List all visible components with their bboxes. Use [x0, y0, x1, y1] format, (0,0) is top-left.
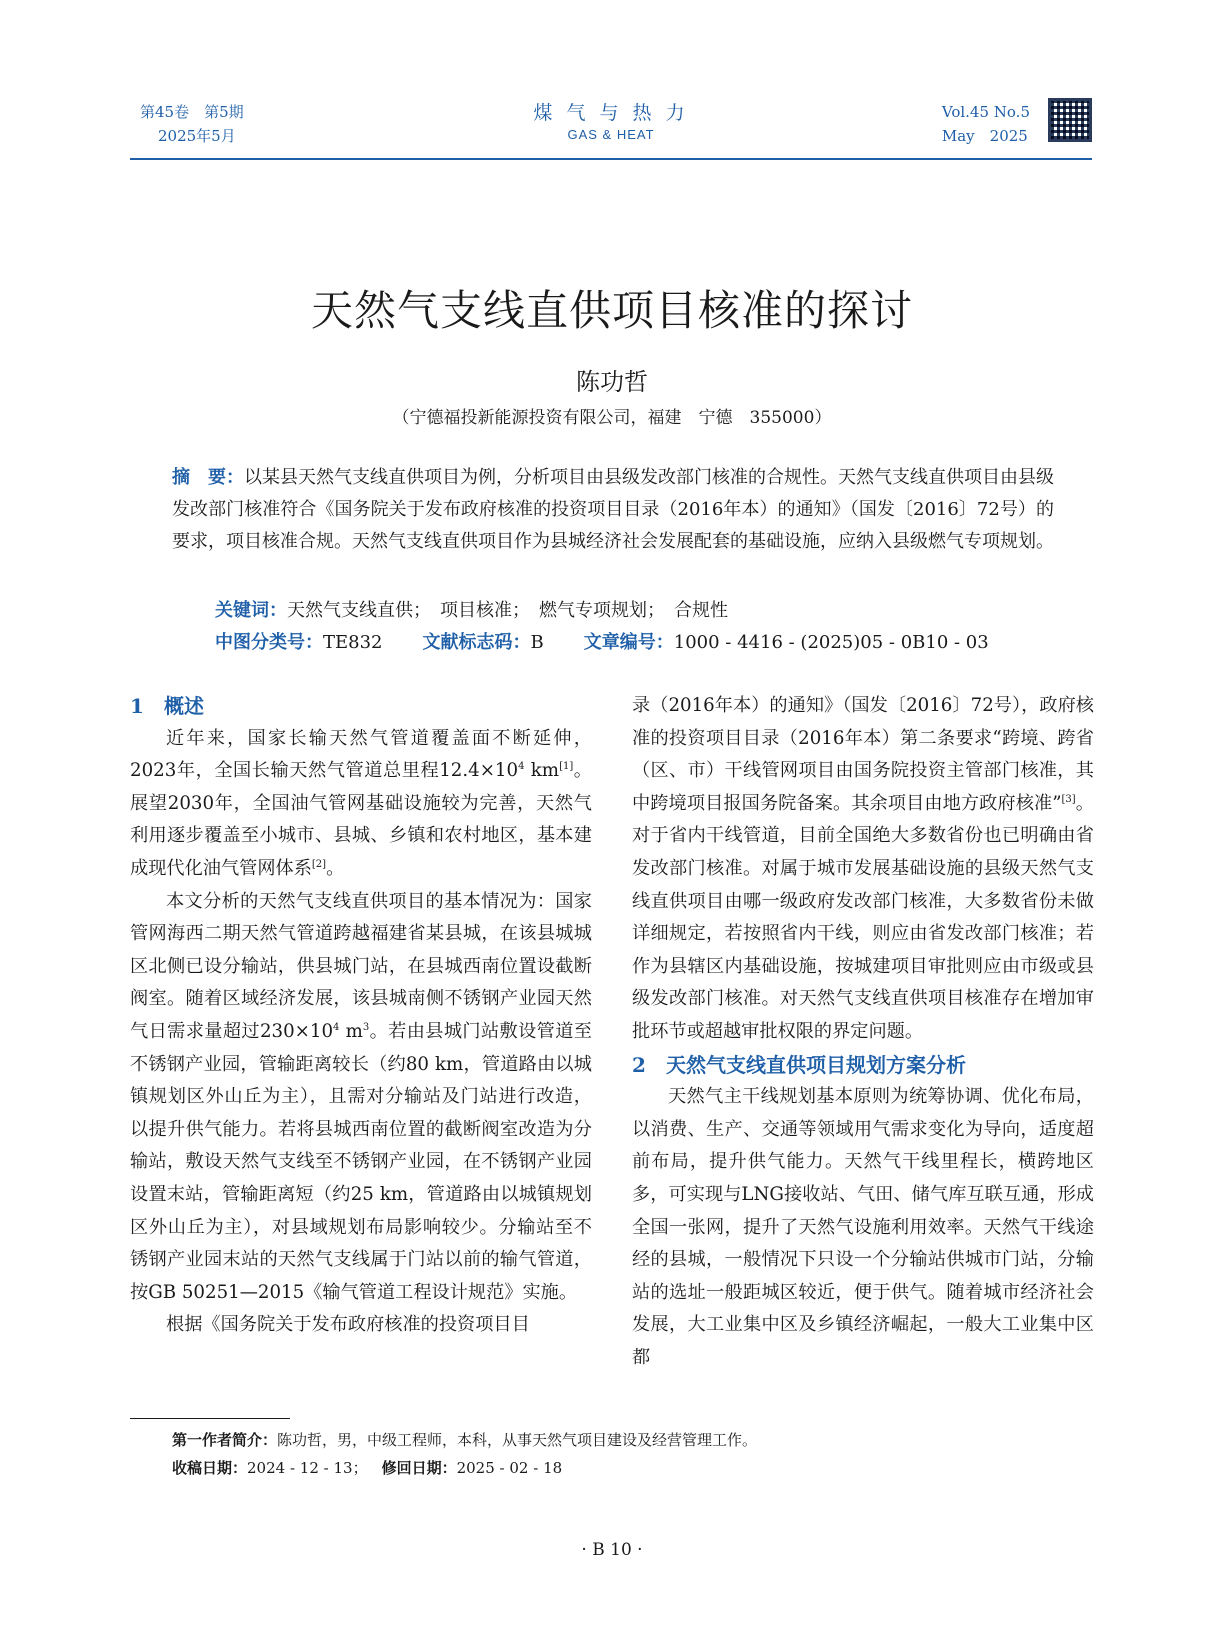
page-number: · B 10 · — [581, 1540, 643, 1560]
text-run: km — [524, 760, 560, 782]
keywords — [215, 595, 728, 627]
section-heading-1 — [130, 690, 592, 723]
paragraph — [130, 886, 592, 1310]
revised-label: 修回日期： — [381, 1459, 457, 1477]
issue-date: 2025年5月 — [158, 127, 236, 145]
author-name: 陈功哲 — [576, 368, 648, 396]
clc-value: TE832 — [323, 632, 383, 653]
text-run: 根据《国务院关于发布政府核准的投资项目目 — [166, 1314, 530, 1336]
keywords-text: 天然气支线直供； 项目核准； 燃气专项规划； 合规性 — [287, 600, 728, 621]
volume-issue-en: Vol.45 No.5 — [941, 103, 1030, 121]
article-no-label: 文章编号： — [583, 632, 674, 653]
article-no-value: 1000 - 4416 - (2025)05 - 0B10 - 03 — [673, 632, 989, 653]
abstract-text: 以某县天然气支线直供项目为例，分析项目由县级发改部门核准的合规性。天然气支线直供项目由县级发改部门核准符合《国务院关于发布政府核准的投资项目目录（2016年本）的通知》（国发〔2016〕72号）的要求，项目核准合规。天然气支线直供项目作为县城经济社会发展配套的基础设施，应纳入县级燃气专项规划。 — [172, 467, 1054, 552]
keywords-label: 关键词： — [215, 600, 287, 621]
text-run: m — [339, 1020, 363, 1042]
paragraph — [130, 723, 592, 886]
text-run: 。对于省内干线管道，目前全国绝大多数省份也已明确由省发改部门核准。对属于城市发展基础设施的县级天然气支线直供项目由哪一级政府发改部门核准，大多数省份未做详细规定，若按照省内干线，则应由省发改部门核准；若作为县辖区内基础设施，按城建项目审批则应由市级或县级发改部门核准。对天然气支线直供项目核准存在增加审批环节或超越审批权限的界定问题。 — [632, 792, 1094, 1042]
journal-name-cn: 煤 气 与 热 力 — [533, 102, 689, 124]
paper-title: 天然气支线直供项目核准的探讨 — [310, 286, 913, 335]
received-date: 2024 - 12 - 13； — [247, 1459, 368, 1477]
classification-line — [215, 627, 989, 659]
text-run: 本文分析的天然气支线直供项目的基本情况为：国家管网海西二期天然气管道跨越福建省某县城，在该县城城区北侧已设分输站，供县城门站，在县城西南位置设截断阀室。随着区域经济发展，该县城南侧不锈钢产业园天然气日需求量超过230×10 — [130, 890, 592, 1042]
doc-code-label: 文献标志码： — [422, 632, 531, 653]
text-run: 。若由县城门站敷设管道至不锈钢产业园，管输距离较长（约80 km，管道路由以城镇规划区外山丘为主），且需对分输站及门站进行改造，以提升供气能力。若将县城西南位置的截断阀室改造为分输站，敷设天然气支线至不锈钢产业园，在不锈钢产业园设置末站，管输距离短（约25 km，管道路由以城镇规划区外山丘为主），对县域规划布局影响较少。分输站至不锈钢产业园末站的天然气支线属于门站以前的输气管道，按GB 50251—2015《输气管道工程设计规范》实施。 — [130, 1020, 592, 1303]
clc-label: 中图分类号： — [215, 632, 323, 653]
section-title: 概述 — [164, 694, 204, 718]
doc-code-value: B — [530, 632, 544, 653]
revised-date: 2025 - 02 - 18 — [456, 1459, 563, 1477]
section-title: 天然气支线直供项目规划方案分析 — [666, 1052, 966, 1077]
superscript: 4 — [518, 761, 525, 773]
abstract-label: 摘 要： — [172, 467, 244, 488]
superscript: 4 — [333, 1021, 340, 1033]
journal-name-en: GAS & HEAT — [567, 127, 655, 142]
dates-footnote — [172, 1456, 562, 1480]
volume-issue: 第45卷 第5期 — [140, 103, 244, 121]
paragraph: 天然气主干线规划基本原则为统筹协调、优化布局，以消费、生产、交通等领域用气需求变化为导向，适度超前布局，提升供气能力。天然气干线里程长，横跨地区多，可实现与LNG接收站、气田、储气库互联互通，形成全国一张网，提升了天然气设施利用效率。天然气干线途经的县城，一般情况下只设一个分输站供城市门站，分输站的选址一般距城区较近，便于供气。随着城市经济社会发展，大工业集中区及乡镇经济崛起，一般大工业集中区都 — [632, 1086, 1094, 1368]
body-column-left — [130, 690, 592, 1342]
section-heading-2 — [632, 1049, 1094, 1082]
issue-date-en: May 2025 — [941, 127, 1028, 145]
text-run: 。 — [326, 857, 345, 879]
issue-info-en — [942, 100, 1030, 148]
section-number: 1 — [130, 694, 144, 718]
footnote-text: 陈功哲，男，中级工程师，本科，从事天然气项目建设及经营管理工作。 — [277, 1431, 758, 1449]
citation: [3] — [1061, 793, 1076, 805]
footnote-rule — [130, 1418, 290, 1419]
section-number: 2 — [632, 1052, 646, 1077]
paragraph — [130, 1309, 592, 1342]
body-column-right — [632, 690, 1094, 1374]
author-affiliation: （宁德福投新能源投资有限公司，福建 宁德 355000） — [392, 408, 832, 428]
abstract — [172, 462, 1054, 558]
citation: [1] — [559, 761, 574, 773]
received-label: 收稿日期： — [172, 1459, 248, 1477]
running-header — [130, 96, 1092, 158]
text-run: 近年来，国家长输天然气管道覆盖面不断延伸，2023年，全国长输天然气管道总里程12.4×10 — [130, 727, 592, 782]
superscript: 3 — [362, 1021, 370, 1033]
text-run: 。展望2030年，全国油气管网基础设施较为完善，天然气利用逐步覆盖至小城市、县城、乡镇和农村地区，基本建成现代化油气管网体系 — [130, 760, 592, 879]
paragraph-continued — [632, 690, 1094, 1049]
author-bio-footnote — [172, 1428, 757, 1452]
footnote-label: 第一作者简介： — [172, 1431, 278, 1449]
qr-code-icon — [1048, 98, 1092, 142]
header-rule — [130, 158, 1092, 160]
citation: [2] — [311, 858, 327, 870]
text-run: 录（2016年本）的通知》（国发〔2016〕72号），政府核准的投资项目目录（2016年本）第二条要求“跨境、跨省（区、市）干线管网项目由国务院投资主管部门核准，其中跨境项目报国务院备案。其余项目由地方政府核准” — [632, 695, 1094, 814]
